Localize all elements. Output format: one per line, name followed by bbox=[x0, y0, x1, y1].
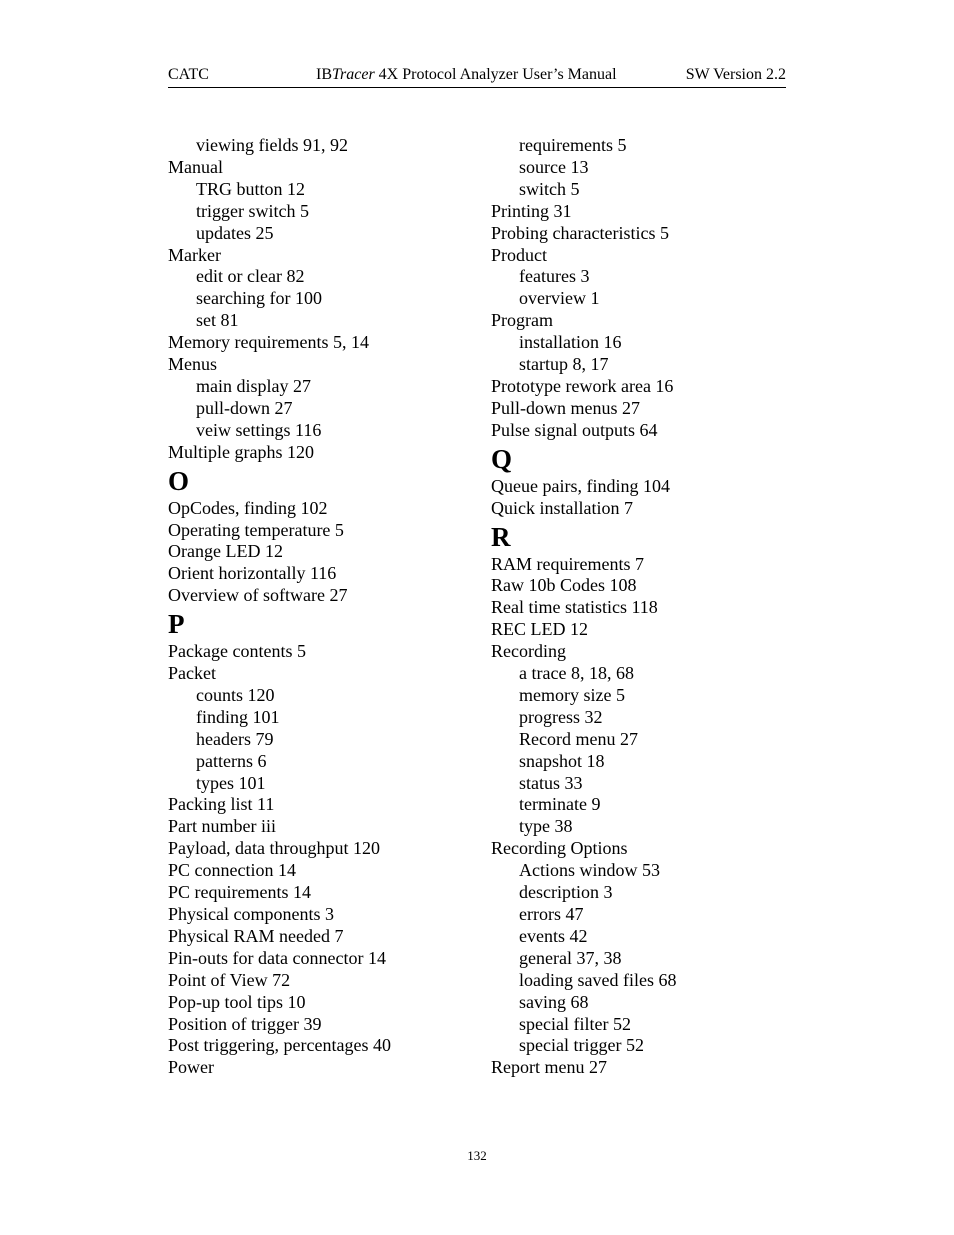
header-company: CATC bbox=[168, 66, 209, 83]
index-subentry: terminate 9 bbox=[519, 794, 601, 815]
header-title-emphasis: Tracer bbox=[332, 66, 375, 83]
index-subentry: type 38 bbox=[519, 816, 573, 837]
index-subentry: types 101 bbox=[196, 772, 266, 793]
index-entry: Marker bbox=[168, 244, 221, 265]
index-subentry: veiw settings 116 bbox=[196, 419, 322, 440]
index-subentry: patterns 6 bbox=[196, 750, 267, 771]
index-entry: Physical components 3 bbox=[168, 904, 334, 924]
index-entry: Pop-up tool tips 10 bbox=[168, 991, 306, 1012]
index-subentry: requirements 5 bbox=[519, 135, 627, 155]
index-subentry: edit or clear 82 bbox=[196, 266, 305, 287]
header-version: SW Version 2.2 bbox=[685, 66, 786, 83]
index-entry: RAM requirements 7 bbox=[491, 553, 644, 574]
index-entry: Power bbox=[168, 1057, 214, 1078]
index-subentry: Actions window 53 bbox=[519, 860, 660, 881]
index-subentry: counts 120 bbox=[196, 684, 275, 705]
header-title-suffix: 4X Protocol Analyzer User’s Manual bbox=[374, 66, 617, 83]
index-subentry: searching for 100 bbox=[196, 288, 322, 309]
index-subentry: special filter 52 bbox=[519, 1013, 631, 1034]
index-subentry: set 81 bbox=[196, 310, 239, 331]
index-entry: PC connection 14 bbox=[168, 860, 296, 881]
index-subentry: loading saved files 68 bbox=[519, 969, 677, 990]
index-subentry: finding 101 bbox=[196, 706, 280, 727]
section-letter: P bbox=[168, 609, 185, 640]
index-entry: Report menu 27 bbox=[491, 1057, 607, 1078]
index-entry: Pulse signal outputs 64 bbox=[491, 419, 658, 440]
index-entry: Product bbox=[491, 244, 547, 265]
index-entry: Pull-down menus 27 bbox=[491, 397, 641, 418]
index-subentry: source 13 bbox=[519, 156, 589, 177]
index-subentry: status 33 bbox=[519, 772, 583, 793]
header-title-prefix: IB bbox=[316, 66, 332, 83]
index-subentry: trigger switch 5 bbox=[196, 200, 309, 221]
index-entry: Queue pairs, finding 104 bbox=[491, 475, 670, 496]
index-entry: Orange LED 12 bbox=[168, 541, 283, 562]
index-entry: PC requirements 14 bbox=[168, 882, 311, 903]
section-letter: Q bbox=[491, 443, 513, 474]
index-entry: Real time statistics 118 bbox=[491, 597, 658, 618]
index-subentry: Record menu 27 bbox=[519, 728, 638, 749]
index-subentry: features 3 bbox=[519, 266, 590, 287]
index-entry: Program bbox=[491, 310, 553, 331]
index-entry: Pin-outs for data connector 14 bbox=[168, 947, 386, 968]
header-manual-title bbox=[316, 66, 617, 84]
index-entry: Operating temperature 5 bbox=[168, 519, 344, 540]
index-subentry: pull-down 27 bbox=[196, 397, 293, 418]
index-entry: Physical RAM needed 7 bbox=[168, 925, 344, 946]
index-subentry: snapshot 18 bbox=[519, 750, 605, 771]
page-number: 132 bbox=[467, 1148, 487, 1163]
index-entry: Multiple graphs 120 bbox=[168, 441, 314, 462]
section-letter: O bbox=[168, 465, 190, 496]
index-entry: Post triggering, percentages 40 bbox=[168, 1035, 391, 1056]
index-entry: Payload, data throughput 120 bbox=[168, 838, 380, 859]
index-entry: Point of View 72 bbox=[168, 969, 291, 990]
index-subentry: main display 27 bbox=[196, 375, 311, 396]
index-entry: Menus bbox=[168, 354, 217, 375]
page-header bbox=[168, 66, 786, 88]
index-entry: Overview of software 27 bbox=[168, 585, 348, 606]
index-entry: Raw 10b Codes 108 bbox=[491, 575, 637, 596]
index-entry: Package contents 5 bbox=[168, 641, 306, 662]
index-subentry: TRG button 12 bbox=[196, 178, 306, 199]
index-subentry: progress 32 bbox=[519, 706, 603, 727]
index-subentry: installation 16 bbox=[519, 332, 622, 353]
index-subentry: events 42 bbox=[519, 925, 588, 946]
index-subentry: saving 68 bbox=[519, 991, 589, 1012]
index-subentry: errors 47 bbox=[519, 904, 584, 924]
index-entry: Memory requirements 5, 14 bbox=[168, 332, 369, 353]
index-subentry: general 37, 38 bbox=[519, 947, 622, 968]
index-entry: Recording Options bbox=[491, 838, 628, 859]
index-subentry: headers 79 bbox=[196, 728, 274, 749]
index-subentry: a trace 8, 18, 68 bbox=[519, 663, 634, 684]
index-entry: Packet bbox=[168, 663, 216, 684]
index-entry: REC LED 12 bbox=[491, 619, 588, 640]
index-column-right bbox=[491, 135, 791, 1079]
index-subentry: overview 1 bbox=[519, 288, 600, 309]
index-subentry: viewing fields 91, 92 bbox=[196, 135, 348, 155]
index-subentry: special trigger 52 bbox=[519, 1035, 644, 1056]
index-entry: Quick installation 7 bbox=[491, 497, 633, 518]
index-entry: Printing 31 bbox=[491, 200, 572, 221]
index-subentry: startup 8, 17 bbox=[519, 354, 609, 375]
section-letter: R bbox=[491, 521, 511, 552]
index-entry: Probing characteristics 5 bbox=[491, 222, 669, 243]
index-entry: Position of trigger 39 bbox=[168, 1013, 322, 1034]
index-entry: OpCodes, finding 102 bbox=[168, 497, 328, 518]
index-entry: Orient horizontally 116 bbox=[168, 563, 337, 584]
index-entry: Part number iii bbox=[168, 816, 276, 837]
index-entry: Recording bbox=[491, 641, 566, 662]
index-subentry: updates 25 bbox=[196, 222, 274, 243]
index-subentry: switch 5 bbox=[519, 178, 580, 199]
index-subentry: description 3 bbox=[519, 882, 613, 903]
index-entry: Manual bbox=[168, 156, 223, 177]
index-column-left bbox=[168, 135, 468, 1079]
index-entry: Packing list 11 bbox=[168, 794, 275, 815]
index-subentry: memory size 5 bbox=[519, 684, 625, 705]
index-entry: Prototype rework area 16 bbox=[491, 375, 674, 396]
